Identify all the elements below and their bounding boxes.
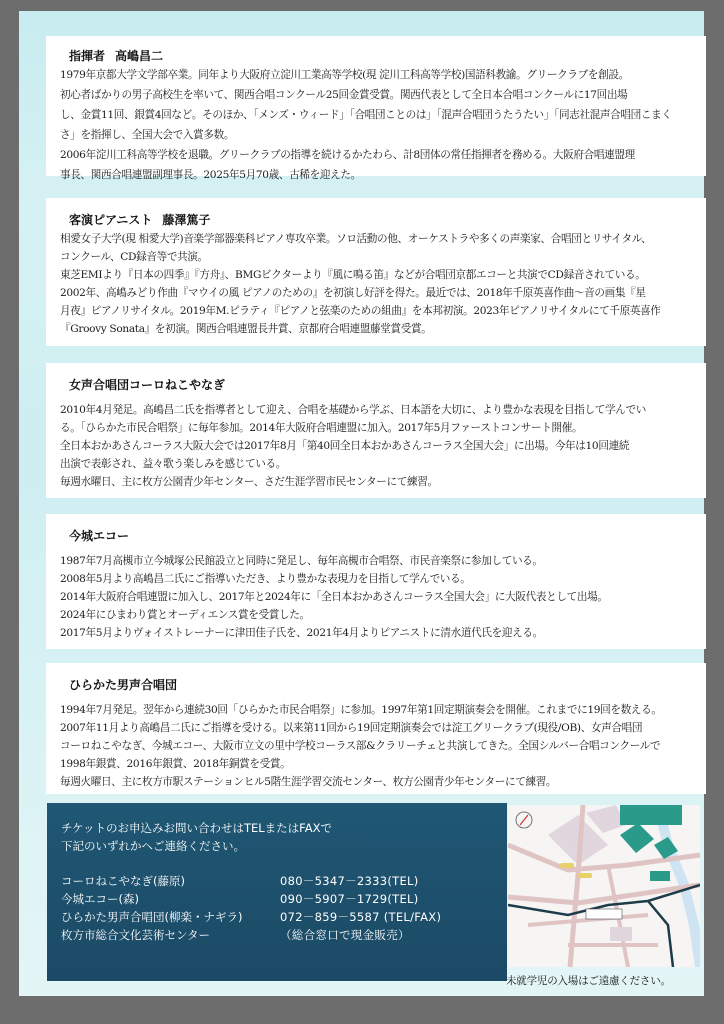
profile-line: さ」を指揮し、全国大会で入賞多数。 (60, 129, 235, 141)
profile-line: 2002年、高嶋みどり作曲『マウイの風 ピアノのための』を初演し好評を得た。最近では、2018年千原英喜作曲～音の画集『星 (60, 287, 646, 299)
profile-line: 毎週水曜日、主に枚方公園青少年センター、さだ生涯学習市民センターにて練習。 (60, 476, 438, 488)
contact-row: 枚方市総合文化芸術センター （総合窓口で現金販売） (61, 928, 410, 942)
contact-lead: 下記のいずれかへご連絡ください。 (61, 839, 245, 853)
profile-line: コンクール、CD録音等で共演。 (60, 251, 208, 263)
profile-line: 2008年5月より高嶋昌二氏にご指導いただき、より豊かな表現力を目指して学んでいる。 (60, 573, 471, 585)
ticket-contact-panel (47, 803, 507, 981)
profile-line: 『Groovy Sonata』を初演。関西合唱連盟長井賞、京都府合唱連盟藤堂賞受賞。 (60, 323, 432, 335)
profile-line: 1998年銀賞、2016年銀賞、2018年銅賞を受賞。 (60, 758, 291, 770)
profile-line: 出演で表彰され、益々歌う楽しみを感じている。 (60, 458, 286, 470)
pianist-profile (46, 198, 706, 346)
profile-line: る。「ひらかた市民合唱祭」に毎年参加。2014年大阪府合唱連盟に加入。2017年5月ファーストコンサート開催。 (60, 422, 583, 434)
phone-number: 090－5907－1729(TEL) (280, 892, 419, 906)
choir-imashiro-echo (46, 514, 706, 649)
venue-map (508, 805, 700, 967)
contact-row: コーロねこやなぎ(藤原) 080－5347－2333(TEL) (61, 874, 419, 888)
profile-line: し、金賞11回、銀賞4回など。そのほか、「メンズ・ウィード」「合唱団ことのは」「混声合唱団うたうたい」「同志社混声合唱団こまく (60, 109, 672, 121)
profile-line: 全日本おかあさんコーラス大阪大会では2017年8月「第40回全日本おかあさんコーラス全国大会」に出場。今年は10回連続 (60, 440, 630, 452)
choir-hirakata-male (46, 663, 706, 794)
conductor-profile (46, 36, 706, 181)
section-title: 女声合唱団コーロねこやなぎ (69, 378, 226, 392)
profile-line: 事長、関西合唱連盟副理事長。2025年5月70歳、古稀を迎えた。 (60, 169, 361, 181)
profile-line: 初心者ばかりの男子高校生を率いて、関西合唱コンクール25回金賞受賞。関西代表として全日本合唱コンクールに17回出場 (60, 89, 628, 101)
profile-line: コーロねこやなぎ、今城エコー、大阪市立文の里中学校コーラス部&クラリーチェと共演してきた。全国シルバー合唱コンクールで (60, 740, 661, 752)
contact-row: ひらかた男声合唱団(柳楽・ナギラ) 072－859－5587 (TEL/FAX) (61, 910, 442, 924)
profile-line: 1987年7月高槻市立今城塚公民館設立と同時に発足し、毎年高槻市合唱祭、市民音楽祭に参加している。 (60, 555, 543, 567)
profile-line: 1994年7月発足。翌年から連続30回「ひらかた市民合唱祭」に参加。1997年第1回定期演奏会を開催。これまでに19回を数える。 (60, 704, 662, 716)
contact-lead: チケットのお申込みお問い合わせはTELまたはFAXで (61, 821, 332, 835)
profile-line: 2024年にひまわり賞とオーディエンス賞を受賞した。 (60, 609, 310, 621)
phone-number: 072－859－5587 (TEL/FAX) (280, 910, 442, 924)
profile-line: 2006年淀川工科高等学校を退職。グリークラブの指導を続けるかたわら、計8団体の常任指揮者を務める。大阪府合唱連盟理 (60, 149, 635, 161)
section-title: 客演ピアニスト 藤澤篤子 (69, 213, 211, 227)
map-illustration (508, 805, 700, 967)
sales-note: （総合窓口で現金販売） (280, 928, 410, 942)
choir-coro-nekoyanagi (46, 363, 706, 498)
phone-number: 080－5347－2333(TEL) (280, 874, 419, 888)
profile-line: 相愛女子大学(現 相愛大学)音楽学部器楽科ピアノ専攻卒業。ソロ活動の他、オーケストラや多くの声楽家、合唱団とリサイタル、 (60, 233, 652, 245)
preschool-notice: 未就学児の入場はご遠慮ください。 (506, 975, 671, 987)
contact-row: 今城エコー(森) 090－5907－1729(TEL) (61, 892, 419, 906)
profile-line: 2007年11月より高嶋昌二氏にご指導を受ける。以来第11回から19回定期演奏会では淀工グリークラブ(現役/OB)、女声合唱団 (60, 722, 643, 734)
profile-line: 月夜』ピアノリサイタル。2019年M.ピラティ『ピアノと弦楽のための組曲』を本邦初演。2023年ピアノリサイタルにて千原英喜作 (60, 305, 661, 317)
section-title: 指揮者 高嶋昌二 (69, 49, 164, 63)
section-title: ひらかた男声合唱団 (69, 678, 178, 692)
flyer-page (19, 11, 704, 996)
profile-line: 毎週火曜日、主に枚方市駅ステーションヒル5階生涯学習交流センター、枚方公園青少年センターにて練習。 (60, 776, 557, 788)
profile-line: 2017年5月よりヴォイストレーナーに津田佳子氏を、2021年4月よりピアニストに清水道代氏を迎える。 (60, 627, 543, 639)
profile-line: 1979年京都大学文学部卒業。同年より大阪府立淀川工業高等学校(現 淀川工科高等学校)国語科教諭。グリークラブを創設。 (60, 69, 629, 81)
section-title: 今城エコー (69, 529, 130, 543)
profile-line: 2010年4月発足。高嶋昌二氏を指導者として迎え、合唱を基礎から学ぶ、日本語を大切に、より豊かな表現を目指して学んでい (60, 404, 646, 416)
profile-line: 東芝EMIより『日本の四季』『方舟』、BMGビクターより『風に鳴る笛』などが合唱団京都エコーと共演でCD録音されている。 (60, 269, 646, 281)
profile-line: 2014年大阪府合唱連盟に加入し、2017年と2024年に「全日本おかあさんコーラス全国大会」に大阪代表として出場。 (60, 591, 608, 603)
